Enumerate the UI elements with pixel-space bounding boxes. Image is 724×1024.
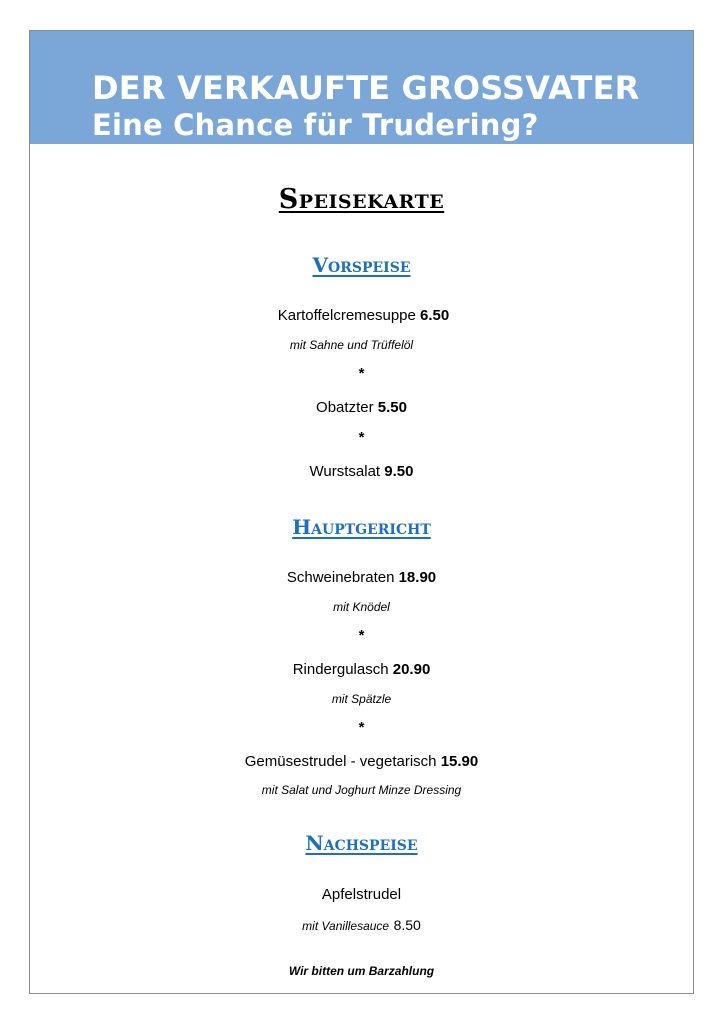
dish-description: mit Salat und Joghurt Minze Dressing (261, 783, 462, 797)
dish-description: mit Knödel (333, 600, 390, 614)
dish-price: 5.50 (377, 399, 407, 416)
banner-subtitle: Eine Chance für Trudering? (92, 108, 539, 142)
section-heading-vorspeise: Vorspeise (312, 253, 411, 277)
separator-star: * (358, 627, 365, 644)
dish-kartoffelcremesuppe (30, 307, 693, 324)
dish-price: 8.50 (393, 917, 421, 933)
dish-rindergulasch (30, 661, 693, 678)
dish-description: mit Spätzle (331, 692, 392, 706)
dish-name: Gemüsestrudel - vegetarisch (244, 753, 437, 770)
dish-name: Obatzter (316, 399, 374, 416)
dish-price: 9.50 (384, 463, 414, 480)
dish-wurstsalat (30, 463, 693, 480)
dish-name: Kartoffelcremesuppe (277, 307, 416, 324)
dish-price: 20.90 (392, 661, 431, 678)
section-heading-hauptgericht: Hauptgericht (292, 515, 431, 539)
separator-star: * (358, 365, 365, 382)
separator-star: * (358, 719, 365, 736)
dish-schweinebraten (30, 569, 693, 586)
header-banner (30, 31, 693, 144)
banner-title: DER VERKAUFTE GROSSVATER (92, 69, 640, 107)
dish-price: 6.50 (420, 307, 450, 324)
dish-description: mit Vanillesauce (302, 919, 390, 933)
dish-description-with-price (30, 917, 693, 935)
dish-price: 18.90 (398, 569, 437, 586)
menu-page (29, 30, 694, 994)
payment-note: Wir bitten um Barzahlung (288, 964, 435, 978)
dish-name: Schweinebraten (286, 569, 395, 586)
section-heading-nachspeise: Nachspeise (305, 831, 418, 855)
dish-apfelstrudel: Apfelstrudel (321, 886, 402, 903)
separator-star: * (358, 429, 365, 446)
dish-gemuesestrudel (30, 753, 693, 770)
dish-price: 15.90 (440, 753, 479, 770)
dish-name: Rindergulasch (292, 661, 389, 678)
dish-obatzter (30, 399, 693, 416)
dish-name: Wurstsalat (309, 463, 381, 480)
menu-title: Speisekarte (278, 184, 445, 215)
dish-description: mit Sahne und Trüffelöl (289, 338, 414, 352)
